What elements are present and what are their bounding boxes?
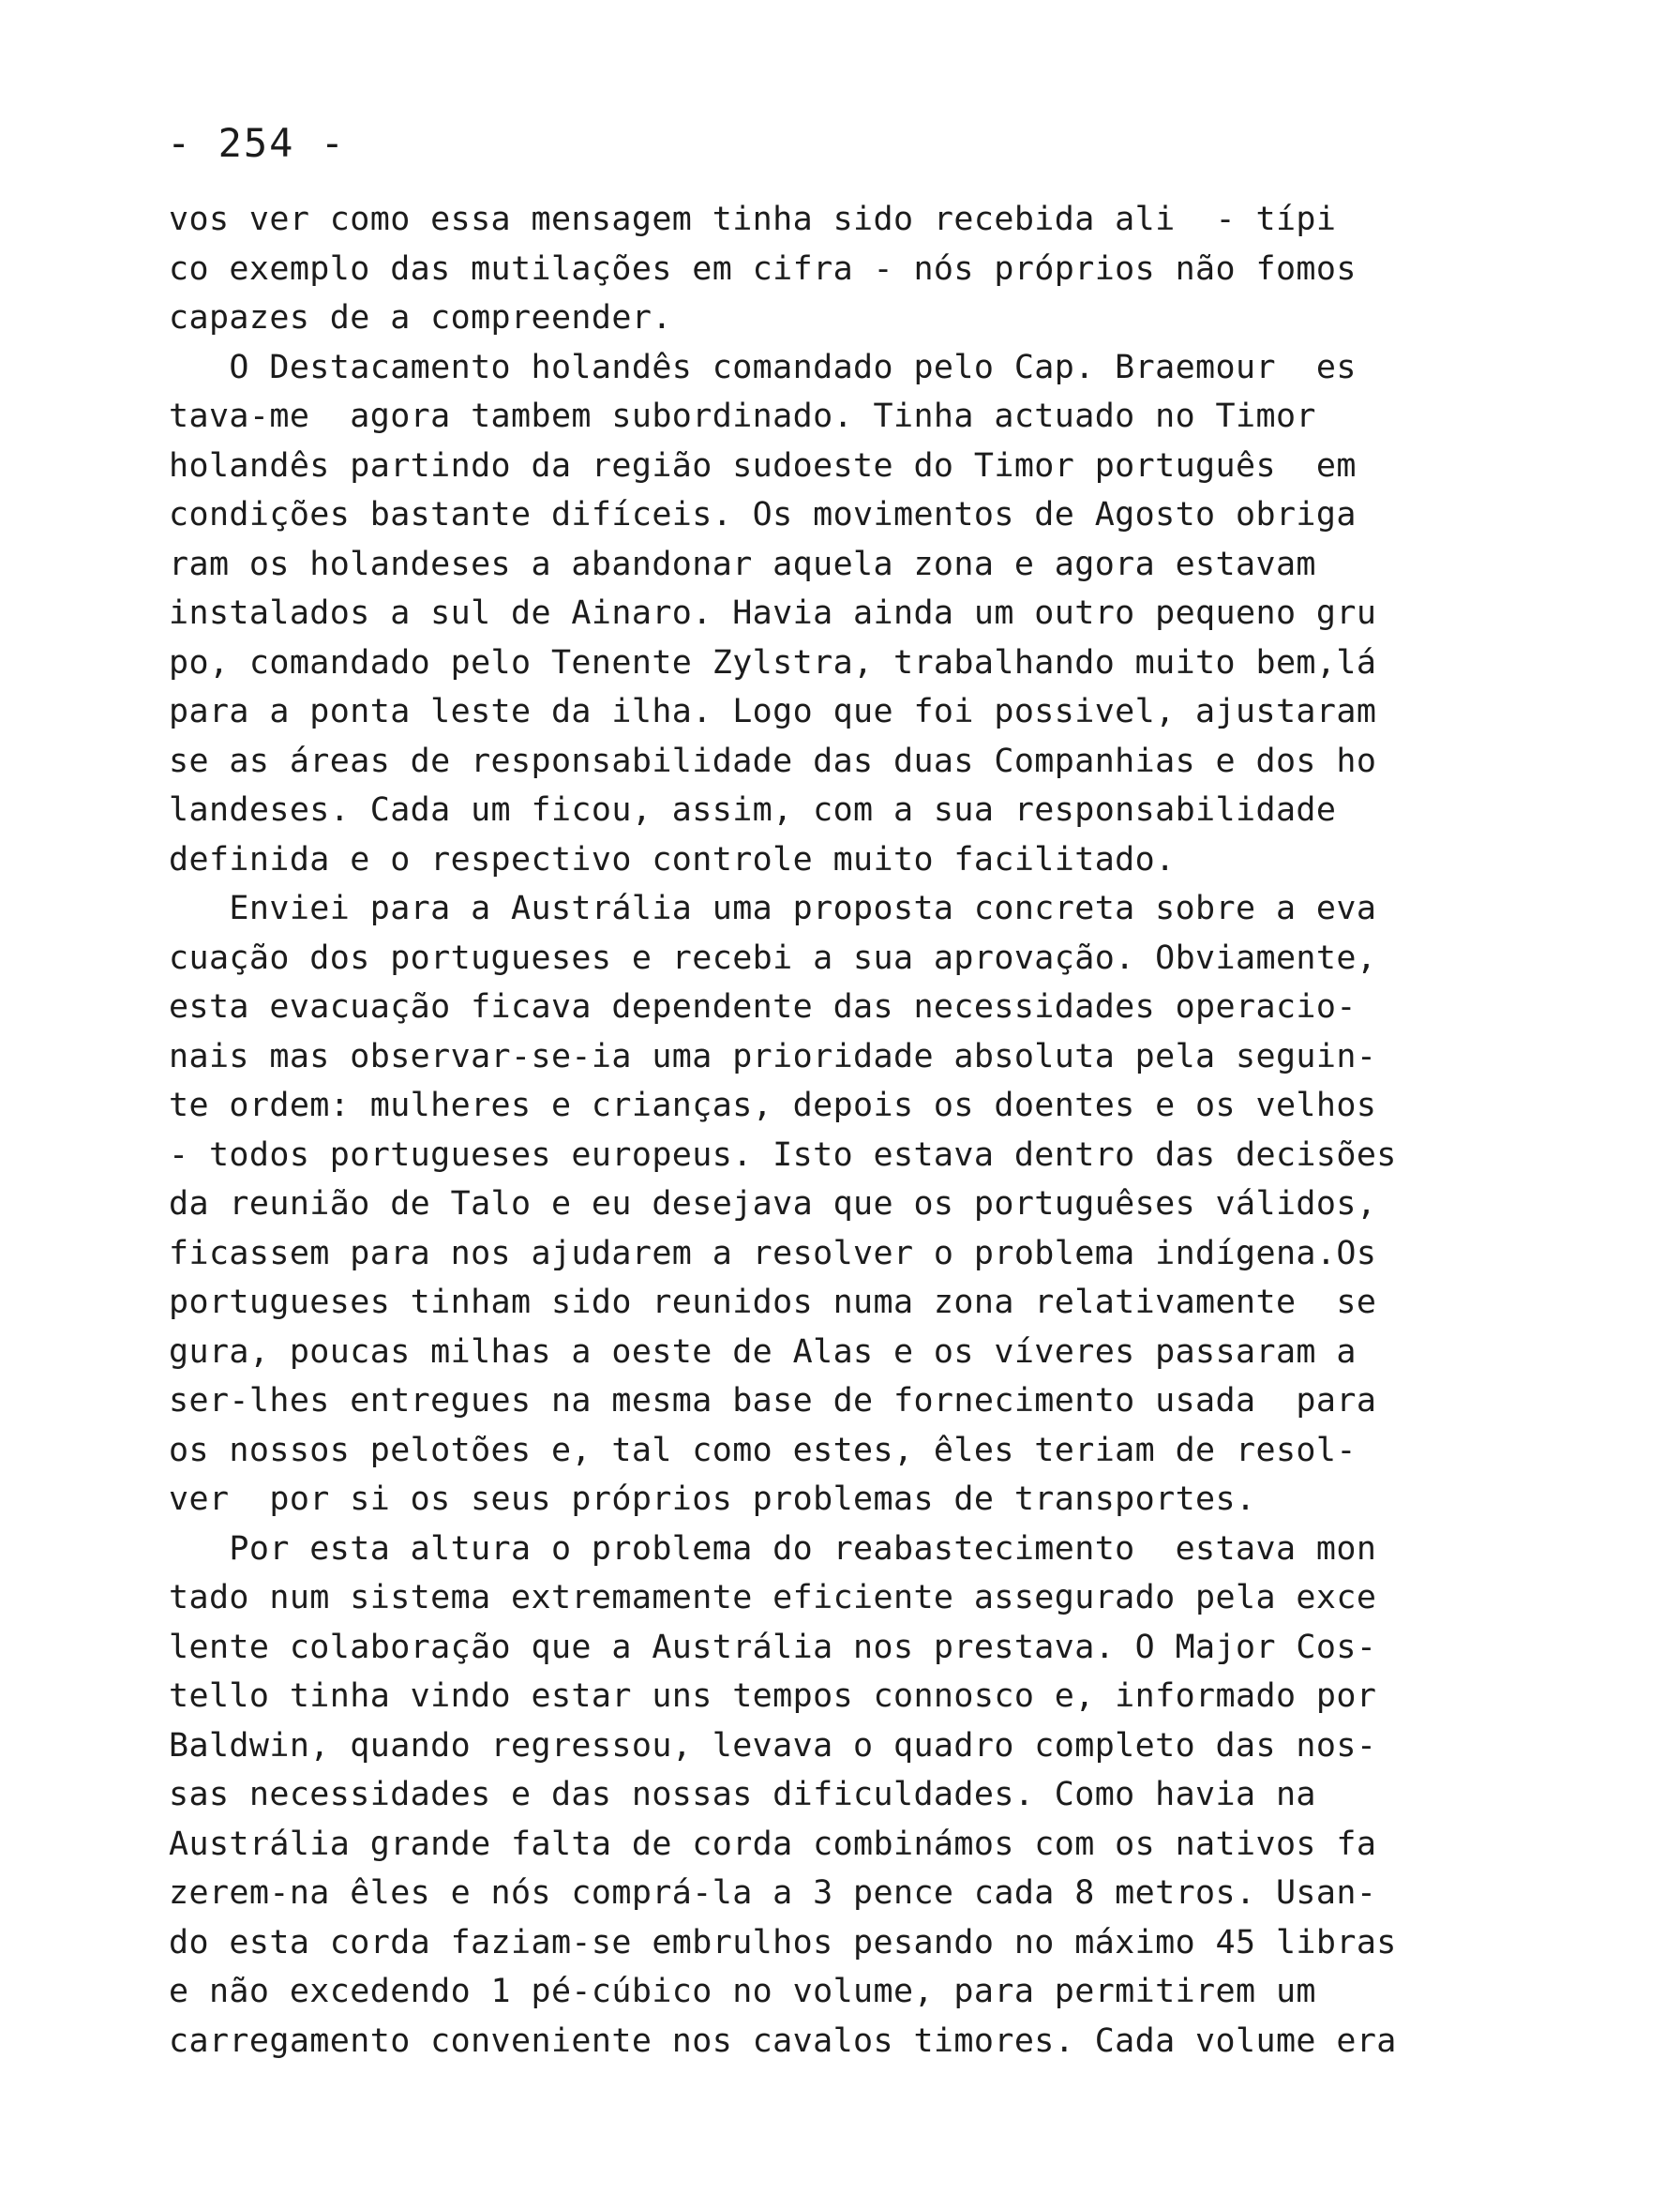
text-line: capazes de a compreender. <box>169 299 672 337</box>
text-line: co exemplo das mutilações em cifra - nós próprios não fomos <box>169 249 1357 288</box>
text-line: Enviei para a Austrália uma proposta concreta sobre a eva <box>169 890 1377 927</box>
text-line: do esta corda faziam-se embrulhos pesando no máximo 45 libras <box>169 1923 1397 1961</box>
text-line: po, comandado pelo Tenente Zylstra, trabalhando muito bem,lá <box>169 643 1377 682</box>
text-line: ram os holandeses a abandonar aquela zona e agora estavam <box>169 545 1316 583</box>
text-line: sas necessidades e das nossas dificuldades. Como havia na <box>169 1776 1316 1813</box>
text-line: lente colaboração que a Austrália nos prestava. O Major Cos- <box>169 1628 1377 1666</box>
text-line: - todos portugueses europeus. Isto estava dentro das decisões <box>169 1135 1397 1174</box>
text-line: instalados a sul de Ainaro. Havia ainda um outro pequeno gru <box>169 594 1377 632</box>
text-line: nais mas observar-se-ia uma prioridade absoluta pela seguin- <box>169 1037 1377 1075</box>
text-line: te ordem: mulheres e crianças, depois os doentes e os velhos <box>169 1087 1377 1124</box>
text-line: portugueses tinham sido reunidos numa zona relativamente se <box>169 1284 1377 1321</box>
text-line: holandês partindo da região sudoeste do Timor português em <box>169 446 1357 485</box>
text-line: Baldwin, quando regressou, levava o quadro completo das nos- <box>169 1726 1377 1765</box>
text-line: carregamento conveniente nos cavalos timores. Cada volume era <box>169 2021 1397 2060</box>
body-text <box>169 195 1612 2066</box>
text-line: tado num sistema extremamente eficiente assegurado pela exce <box>169 1579 1377 1616</box>
text-line: para a ponta leste da ilha. Logo que foi possivel, ajustaram <box>169 693 1377 730</box>
text-line: da reunião de Talo e eu desejava que os portuguêses válidos, <box>169 1185 1377 1223</box>
text-line: vos ver como essa mensagem tinha sido recebida ali - típi <box>169 201 1337 238</box>
text-line: cuação dos portugueses e recebi a sua aprovação. Obviamente, <box>169 939 1377 977</box>
text-line: ver por si os seus próprios problemas de transportes. <box>169 1480 1256 1518</box>
text-line: definida e o respectivo controle muito facilitado. <box>169 840 1176 879</box>
text-line: os nossos pelotões e, tal como estes, êles teriam de resol- <box>169 1431 1357 1469</box>
text-line: O Destacamento holandês comandado pelo Cap. Braemour es <box>169 348 1357 386</box>
text-line: Por esta altura o problema do reabastecimento estava mon <box>169 1529 1377 1568</box>
text-line: zerem-na êles e nós comprá-la a 3 pence cada 8 metros. Usan- <box>169 1874 1377 1912</box>
text-line: ficassem para nos ajudarem a resolver o problema indígena.Os <box>169 1234 1377 1272</box>
text-line: esta evacuação ficava dependente das necessidades operacio- <box>169 988 1357 1026</box>
text-line: condições bastante difíceis. Os movimentos de Agosto obriga <box>169 496 1357 533</box>
page-number: - 254 - <box>167 120 347 166</box>
text-line: landeses. Cada um ficou, assim, com a sua responsabilidade <box>169 791 1337 829</box>
text-line: tello tinha vindo estar uns tempos connosco e, informado por <box>169 1677 1377 1715</box>
text-line: gura, poucas milhas a oeste de Alas e os víveres passaram a <box>169 1332 1357 1371</box>
text-line: ser-lhes entregues na mesma base de fornecimento usada para <box>169 1382 1377 1420</box>
text-line: Austrália grande falta de corda combinámos com os nativos fa <box>169 1825 1377 1863</box>
text-line: se as áreas de responsabilidade das duas Companhias e dos ho <box>169 742 1377 780</box>
text-line: tava-me agora tambem subordinado. Tinha actuado no Timor <box>169 398 1316 435</box>
text-line: e não excedendo 1 pé-cúbico no volume, para permitirem um <box>169 1973 1316 2010</box>
